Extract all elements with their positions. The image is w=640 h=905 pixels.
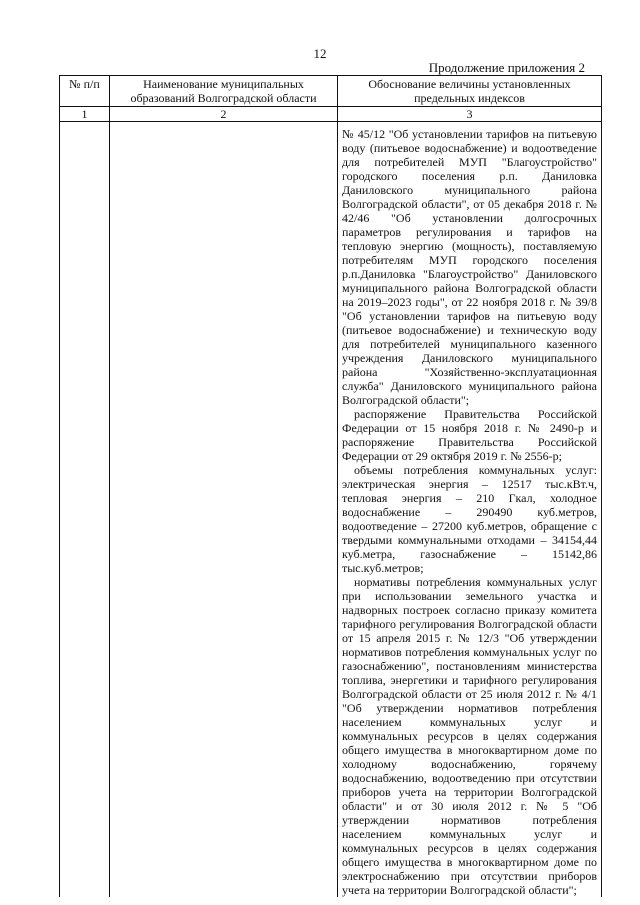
page-number: 12 — [313, 46, 327, 61]
column-number-3: 3 — [338, 107, 602, 122]
cell-justification — [338, 122, 602, 898]
header-number: № п/п — [60, 76, 110, 107]
column-number-1: 1 — [60, 107, 110, 122]
header-municipality: Наименование муниципальных образований Волгоградской области — [110, 76, 338, 107]
table-header-row — [60, 76, 602, 107]
header-justification: Обоснование величины установленных предельных индексов — [338, 76, 602, 107]
justification-paragraph: нормативы потребления коммунальных услуг при использовании земельного участка и надворных построек согласно приказу комитета тарифного регулирования Волгоградской области от 15 апреля 2015 г. № 12/3 "Об утверждении нормативов потребления коммунальных услуг по газоснабжению", постановлениям министерства топлива, энергетики и тарифного регулирования Волгоградской области от 25 июля 2012 г. № 4/1 "Об утверждении нормативов потребления населением коммунальных услуг и коммунальных ресурсов в целях содержания общего имущества в многоквартирном доме по холодному водоснабжению, горячему водоснабжению, водоотведению при отсутствии приборов учета на территории Волгоградской области" и от 30 июля 2012 г. № 5 "Об утверждении нормативов потребления населением коммунальных услуг и коммунальных ресурсов в целях содержания общего имущества в многоквартирном доме по электроснабжению при отсутствии приборов учета на территории Волгоградской области"; — [342, 575, 597, 897]
justification-paragraph: объемы потребления коммунальных услуг: электрическая энергия – 12517 тыс.кВт.ч, тепловая энергия – 210 Гкал, холодное водоснабжение – 290490 куб.метров, водоотведение – 27200 куб.метров, обращение с твердыми коммунальными отходами – 34154,44 куб.метра, газоснабжение – 15142,86 тыс.куб.метров; — [342, 463, 597, 575]
column-number-2: 2 — [110, 107, 338, 122]
column-number-row — [60, 107, 602, 122]
continuation-label: Продолжение приложения 2 — [428, 60, 585, 75]
justification-paragraph: № 45/12 "Об установлении тарифов на питьевую воду (питьевое водоснабжение) и водоотведение для потребителей МУП "Благоустройство" городского поселения р.п. Даниловка Даниловского муниципального района Волгоградской области", от 05 декабря 2018 г. № 42/46 "Об установлении долгосрочных параметров регулирования и тарифов на тепловую энергию (мощность), поставляемую потребителям МУП городского поселения р.п.Даниловка "Благоустройство" Даниловского муниципального района Волгоградской области на 2019–2023 годы", от 22 ноября 2018 г. № 39/8 "Об установлении тарифов на питьевую воду (питьевое водоснабжение) и техническую воду для потребителей муниципального казенного учреждения Даниловского муниципального района "Хозяйственно-эксплуатационная служба" Даниловского муниципального района Волгоградской области"; — [342, 127, 597, 407]
cell-municipality — [110, 122, 338, 898]
justification-paragraph: распоряжение Правительства Российской Федерации от 15 ноября 2018 г. № 2490-р и распоряжение Правительства Российской Федерации от 29 октября 2019 г. № 2556-р; — [342, 407, 597, 463]
table-row — [60, 122, 602, 898]
indices-table — [59, 75, 602, 897]
cell-number — [60, 122, 110, 898]
